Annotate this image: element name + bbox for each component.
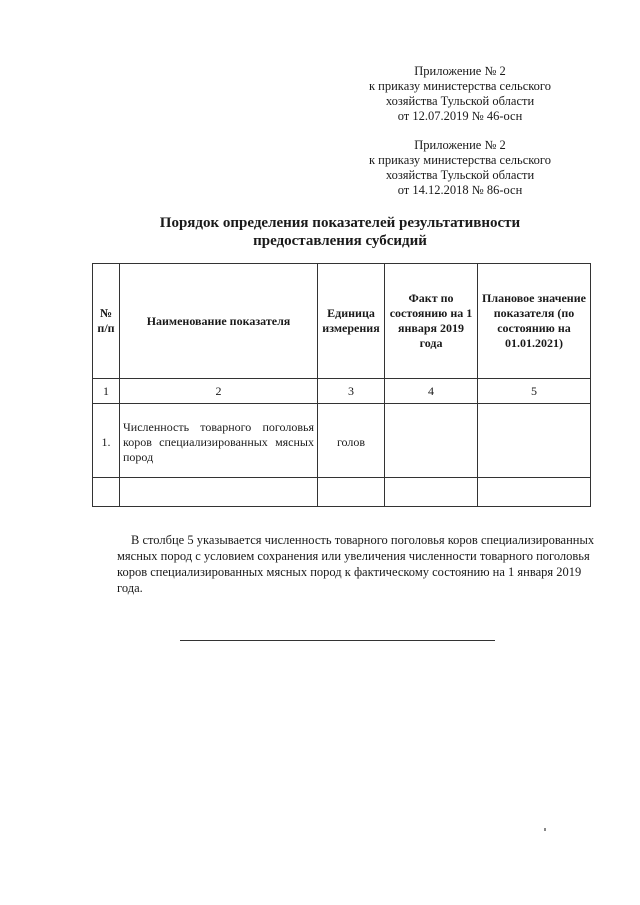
appendix-header-1 (340, 64, 580, 124)
cell-empty (478, 478, 591, 507)
table-row (93, 404, 591, 478)
table-header-row (93, 264, 591, 379)
column-number: 3 (318, 379, 385, 404)
appendix-ministry-line: хозяйства Тульской области (385, 168, 535, 182)
appendix-title: Приложение № 2 (414, 138, 506, 152)
cell-empty (120, 478, 318, 507)
separator-line (180, 640, 495, 641)
column-number: 1 (93, 379, 120, 404)
scan-speck (544, 828, 546, 831)
document-title-line-2: предоставления субсидий (253, 233, 427, 249)
cell-empty (93, 478, 120, 507)
column-number: 2 (120, 379, 318, 404)
column-number: 4 (385, 379, 478, 404)
document-title-line-1: Порядок определения показателей результативности (159, 215, 521, 231)
appendix-header-2 (340, 138, 580, 198)
appendix-order-line: к приказу министерства сельского (368, 153, 551, 167)
header-fact: Факт по состоянию на 1 января 2019 года (385, 264, 478, 379)
appendix-date-number: от 12.07.2019 № 46-осн (397, 109, 523, 123)
cell-num: 1. (93, 404, 120, 478)
indicators-table (92, 263, 591, 507)
cell-name: Численность товарного поголовья коров специализированных мясных пород (120, 404, 318, 478)
header-plan: Плановое значение показателя (по состоянию на 01.01.2021) (478, 264, 591, 379)
header-num: № п/п (93, 264, 120, 379)
cell-fact (385, 404, 478, 478)
appendix-date-number: от 14.12.2018 № 86-осн (397, 183, 523, 197)
column-number-row (93, 379, 591, 404)
document-title (100, 214, 580, 250)
table-row-empty (93, 478, 591, 507)
header-name: Наименование показателя (120, 264, 318, 379)
note-text: В столбце 5 указывается численность товарного поголовья коров специализированных мясных пород с условием сохранения или увеличения численности товарного поголовья коров специализированных мясных пород к фактическому состоянию на 1 января 2019 года. (117, 533, 595, 595)
header-unit: Единица измерения (318, 264, 385, 379)
cell-plan (478, 404, 591, 478)
appendix-title: Приложение № 2 (414, 64, 506, 78)
column-number: 5 (478, 379, 591, 404)
appendix-ministry-line: хозяйства Тульской области (385, 94, 535, 108)
cell-empty (385, 478, 478, 507)
cell-empty (318, 478, 385, 507)
explanatory-note (117, 532, 605, 596)
appendix-order-line: к приказу министерства сельского (368, 79, 551, 93)
cell-unit: голов (318, 404, 385, 478)
